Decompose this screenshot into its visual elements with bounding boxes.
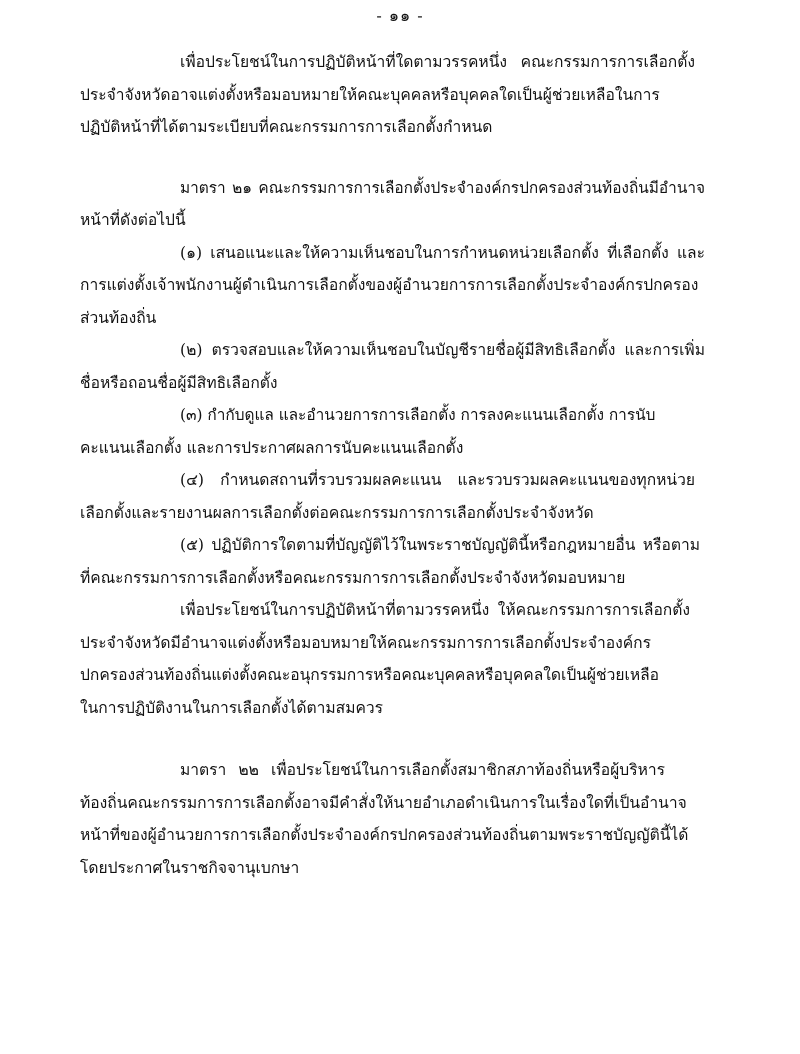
text-line: เลือกตั้งและรายงานผลการเลือกตั้งต่อคณะกรรมการการเลือกตั้งประจำจังหวัด	[80, 503, 594, 522]
text-line: (๕) ปฏิบัติการใดตามที่บัญญัติไว้ในพระราชบัญญัตินี้หรือกฎหมายอื่น หรือตาม	[180, 536, 700, 554]
text-line: หน้าที่ของผู้อำนวยการการเลือกตั้งประจำองค์กรปกครองส่วนท้องถิ่นตามพระราชบัญญัตินี้ได้	[80, 826, 689, 844]
document-body	[0, 46, 800, 884]
text-line: ชื่อหรือถอนชื่อผู้มีสิทธิเลือกตั้ง	[80, 373, 278, 392]
text-line: คะแนนเลือกตั้ง และการประกาศผลการนับคะแนนเลือกตั้ง	[80, 438, 464, 457]
text-line: เพื่อประโยชน์ในการปฏิบัติหน้าที่ใดตามวรรคหนึ่ง คณะกรรมการการเลือกตั้ง	[180, 53, 695, 71]
text-line: (๑) เสนอแนะและให้ความเห็นชอบในการกำหนดหน่วยเลือกตั้ง ที่เลือกตั้ง และ	[180, 243, 705, 262]
list-item	[0, 464, 800, 529]
section-22	[0, 754, 800, 884]
text-line: เพื่อประโยชน์ในการปฏิบัติหน้าที่ตามวรรคหนึ่ง ให้คณะกรรมการการเลือกตั้ง	[180, 601, 690, 619]
text-line: หน้าที่ดังต่อไปนี้	[80, 211, 186, 229]
list-item	[0, 237, 800, 335]
text-line: ประจำจังหวัดอาจแต่งตั้งหรือมอบหมายให้คณะบุคคลหรือบุคคลใดเป็นผู้ช่วยเหลือในการ	[80, 85, 660, 104]
text-line: (๔) กำหนดสถานที่รวบรวมผลคะแนน และรวบรวมผลคะแนนของทุกหน่วย	[180, 471, 695, 489]
list-item	[0, 529, 800, 594]
text-line: การแต่งตั้งเจ้าพนักงานผู้ดำเนินการเลือกตั้งของผู้อำนวยการการเลือกตั้งประจำองค์กรปกครอง	[80, 276, 699, 294]
text-line: ประจำจังหวัดมีอำนาจแต่งตั้งหรือมอบหมายให้คณะกรรมการการเลือกตั้งประจำองค์กร	[80, 633, 651, 652]
list-item	[0, 399, 800, 464]
page-number: - ๑๑ -	[376, 6, 424, 25]
text-line: ท้องถิ่นคณะกรรมการการเลือกตั้งอาจมีคำสั่งให้นายอำเภอดำเนินการในเรื่องใดที่เป็นอำนาจ	[80, 793, 687, 812]
text-line: โดยประกาศในราชกิจจานุเบกษา	[80, 858, 300, 877]
paragraph	[0, 594, 800, 724]
text-line: (๓) กำกับดูแล และอำนวยการการเลือกตั้ง การลงคะแนนเลือกตั้ง การนับ	[180, 406, 656, 424]
section-21	[0, 172, 800, 237]
text-line: (๒) ตรวจสอบและให้ความเห็นชอบในบัญชีรายชื่อผู้มีสิทธิเลือกตั้ง และการเพิ่ม	[180, 341, 705, 359]
text-line: ปกครองส่วนท้องถิ่นแต่งตั้งคณะอนุกรรมการหรือคณะบุคคลหรือบุคคลใดเป็นผู้ช่วยเหลือ	[80, 666, 660, 684]
text-line: มาตรา ๒๒ เพื่อประโยชน์ในการเลือกตั้งสมาชิกสภาท้องถิ่นหรือผู้บริหาร	[180, 761, 665, 779]
paragraph	[0, 46, 800, 144]
text-line: มาตรา ๒๑ คณะกรรมการการเลือกตั้งประจำองค์กรปกครองส่วนท้องถิ่นมีอำนาจ	[180, 178, 705, 197]
list-item	[0, 334, 800, 399]
text-line: ในการปฏิบัติงานในการเลือกตั้งได้ตามสมควร	[80, 698, 384, 717]
text-line: ปฏิบัติหน้าที่ได้ตามระเบียบที่คณะกรรมการการเลือกตั้งกำหนด	[80, 118, 493, 136]
text-line: ส่วนท้องถิ่น	[80, 308, 157, 327]
text-line: ที่คณะกรรมการการเลือกตั้งหรือคณะกรรมการการเลือกตั้งประจำจังหวัดมอบหมาย	[80, 568, 626, 587]
